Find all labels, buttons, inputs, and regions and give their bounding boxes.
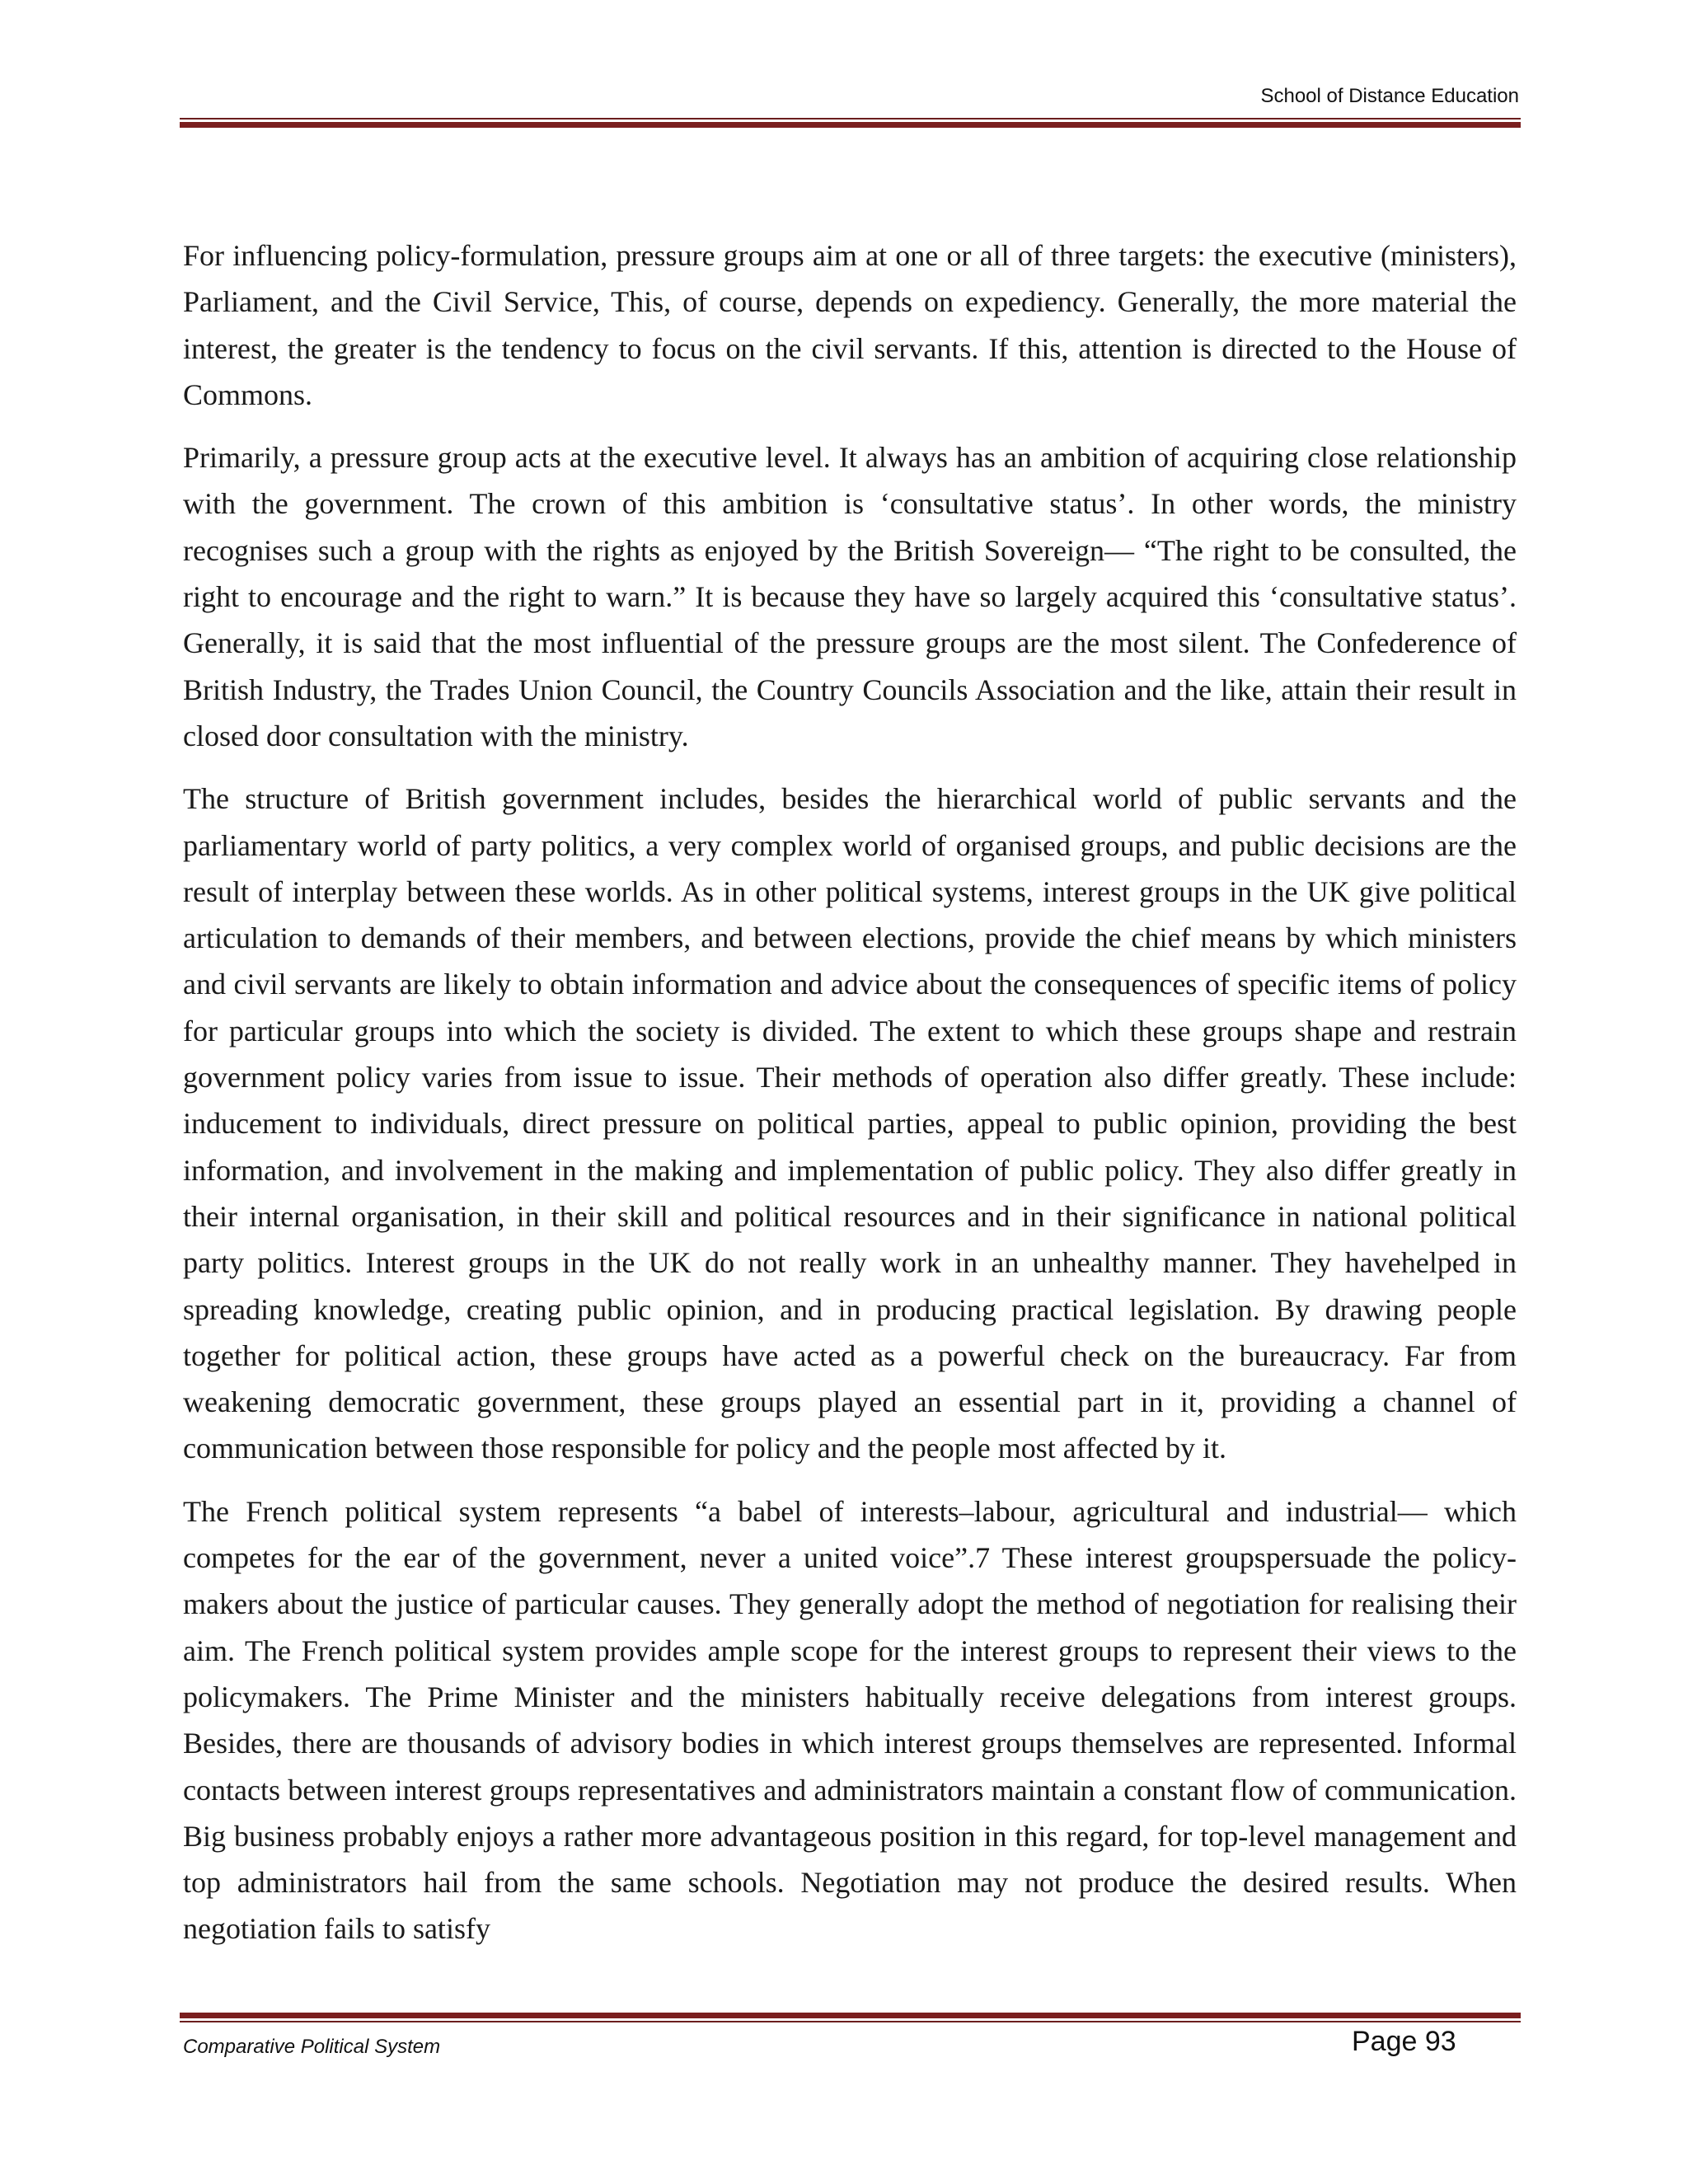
paragraph: The French political system represents “a babel of interests–labour, agricultural and industrial— which competes for the ear of the government, never a united voice”.7 These interest groupspersuade the policy-makers about the justice of particular causes. They generally adopt the method of negotiation for realising their aim. The French political system provides ample scope for the interest groups to represent their views to the policymakers. The Prime Minister and the ministers habitually receive delegations from interest groups. Besides, there are thousands of advisory bodies in which interest groups themselves are represented. Informal contacts between interest groups representatives and administrators maintain a constant flow of communication. Big business probably enjoys a rather more advantageous position in this regard, for top-level management and top administrators hail from the same schools. Negotiation may not produce the desired results. When negotiation fails to satisfy	[183, 1494, 1517, 1946]
paragraph: Primarily, a pressure group acts at the executive level. It always has an ambition of acquiring close relationship with the government. The crown of this ambition is ‘consultative status’. In other words, the ministry recognises such a group with the rights as enjoyed by the British Sovereign— “The right to be consulted, the right to encourage and the right to warn.” It is because they have so largely acquired this ‘consultative status’. Generally, it is said that the most influential of the pressure groups are the most silent. The Confederence of British Industry, the Trades Union Council, the Country Councils Association and the like, attain their result in closed door consultation with the ministry.	[183, 441, 1517, 752]
paragraph: For influencing policy-formulation, pressure groups aim at one or all of three targets: the executive (ministers), Parliament, and the Civil Service, This, of course, depends on expediency. Generally, the more material the interest, the greater is the tendency to focus on the civil servants. If this, attention is directed to the House of Commons.	[183, 239, 1517, 411]
header-title: School of Distance Education	[1260, 85, 1519, 107]
footer-course-title: Comparative Political System	[183, 2036, 441, 2058]
page-number: Page 93	[1352, 2026, 1456, 2057]
header-rule	[180, 118, 1521, 128]
paragraph: The structure of British government includes, besides the hierarchical world of public servants and the parliamentary world of party politics, a very complex world of organised groups, and public decisions are the result of interplay between these worlds. As in other political systems, interest groups in the UK give political articulation to demands of their members, and between elections, provide the chief means by which ministers and civil servants are likely to obtain information and advice about the consequences of specific items of policy for particular groups into which the society is divided. The extent to which these groups shape and restrain government policy varies from issue to issue. Their methods of operation also differ greatly. These include: inducement to individuals, direct pressure on political parties, appeal to public opinion, providing the best information, and involvement in the making and implementation of public policy. They also differ greatly in their internal organisation, in their skill and political resources and in their significance in national political party politics. Interest groups in the UK do not really work in an unhealthy manner. They havehelped in spreading knowledge, creating public opinion, and in producing practical legislation. By drawing people together for political action, these groups have acted as a powerful check on the bureaucracy. Far from weakening democratic government, these groups played an essential part in it, providing a channel of communication between those responsible for policy and the people most affected by it.	[183, 782, 1517, 1465]
body-text	[183, 232, 1517, 1969]
footer-rule	[180, 2013, 1521, 2022]
